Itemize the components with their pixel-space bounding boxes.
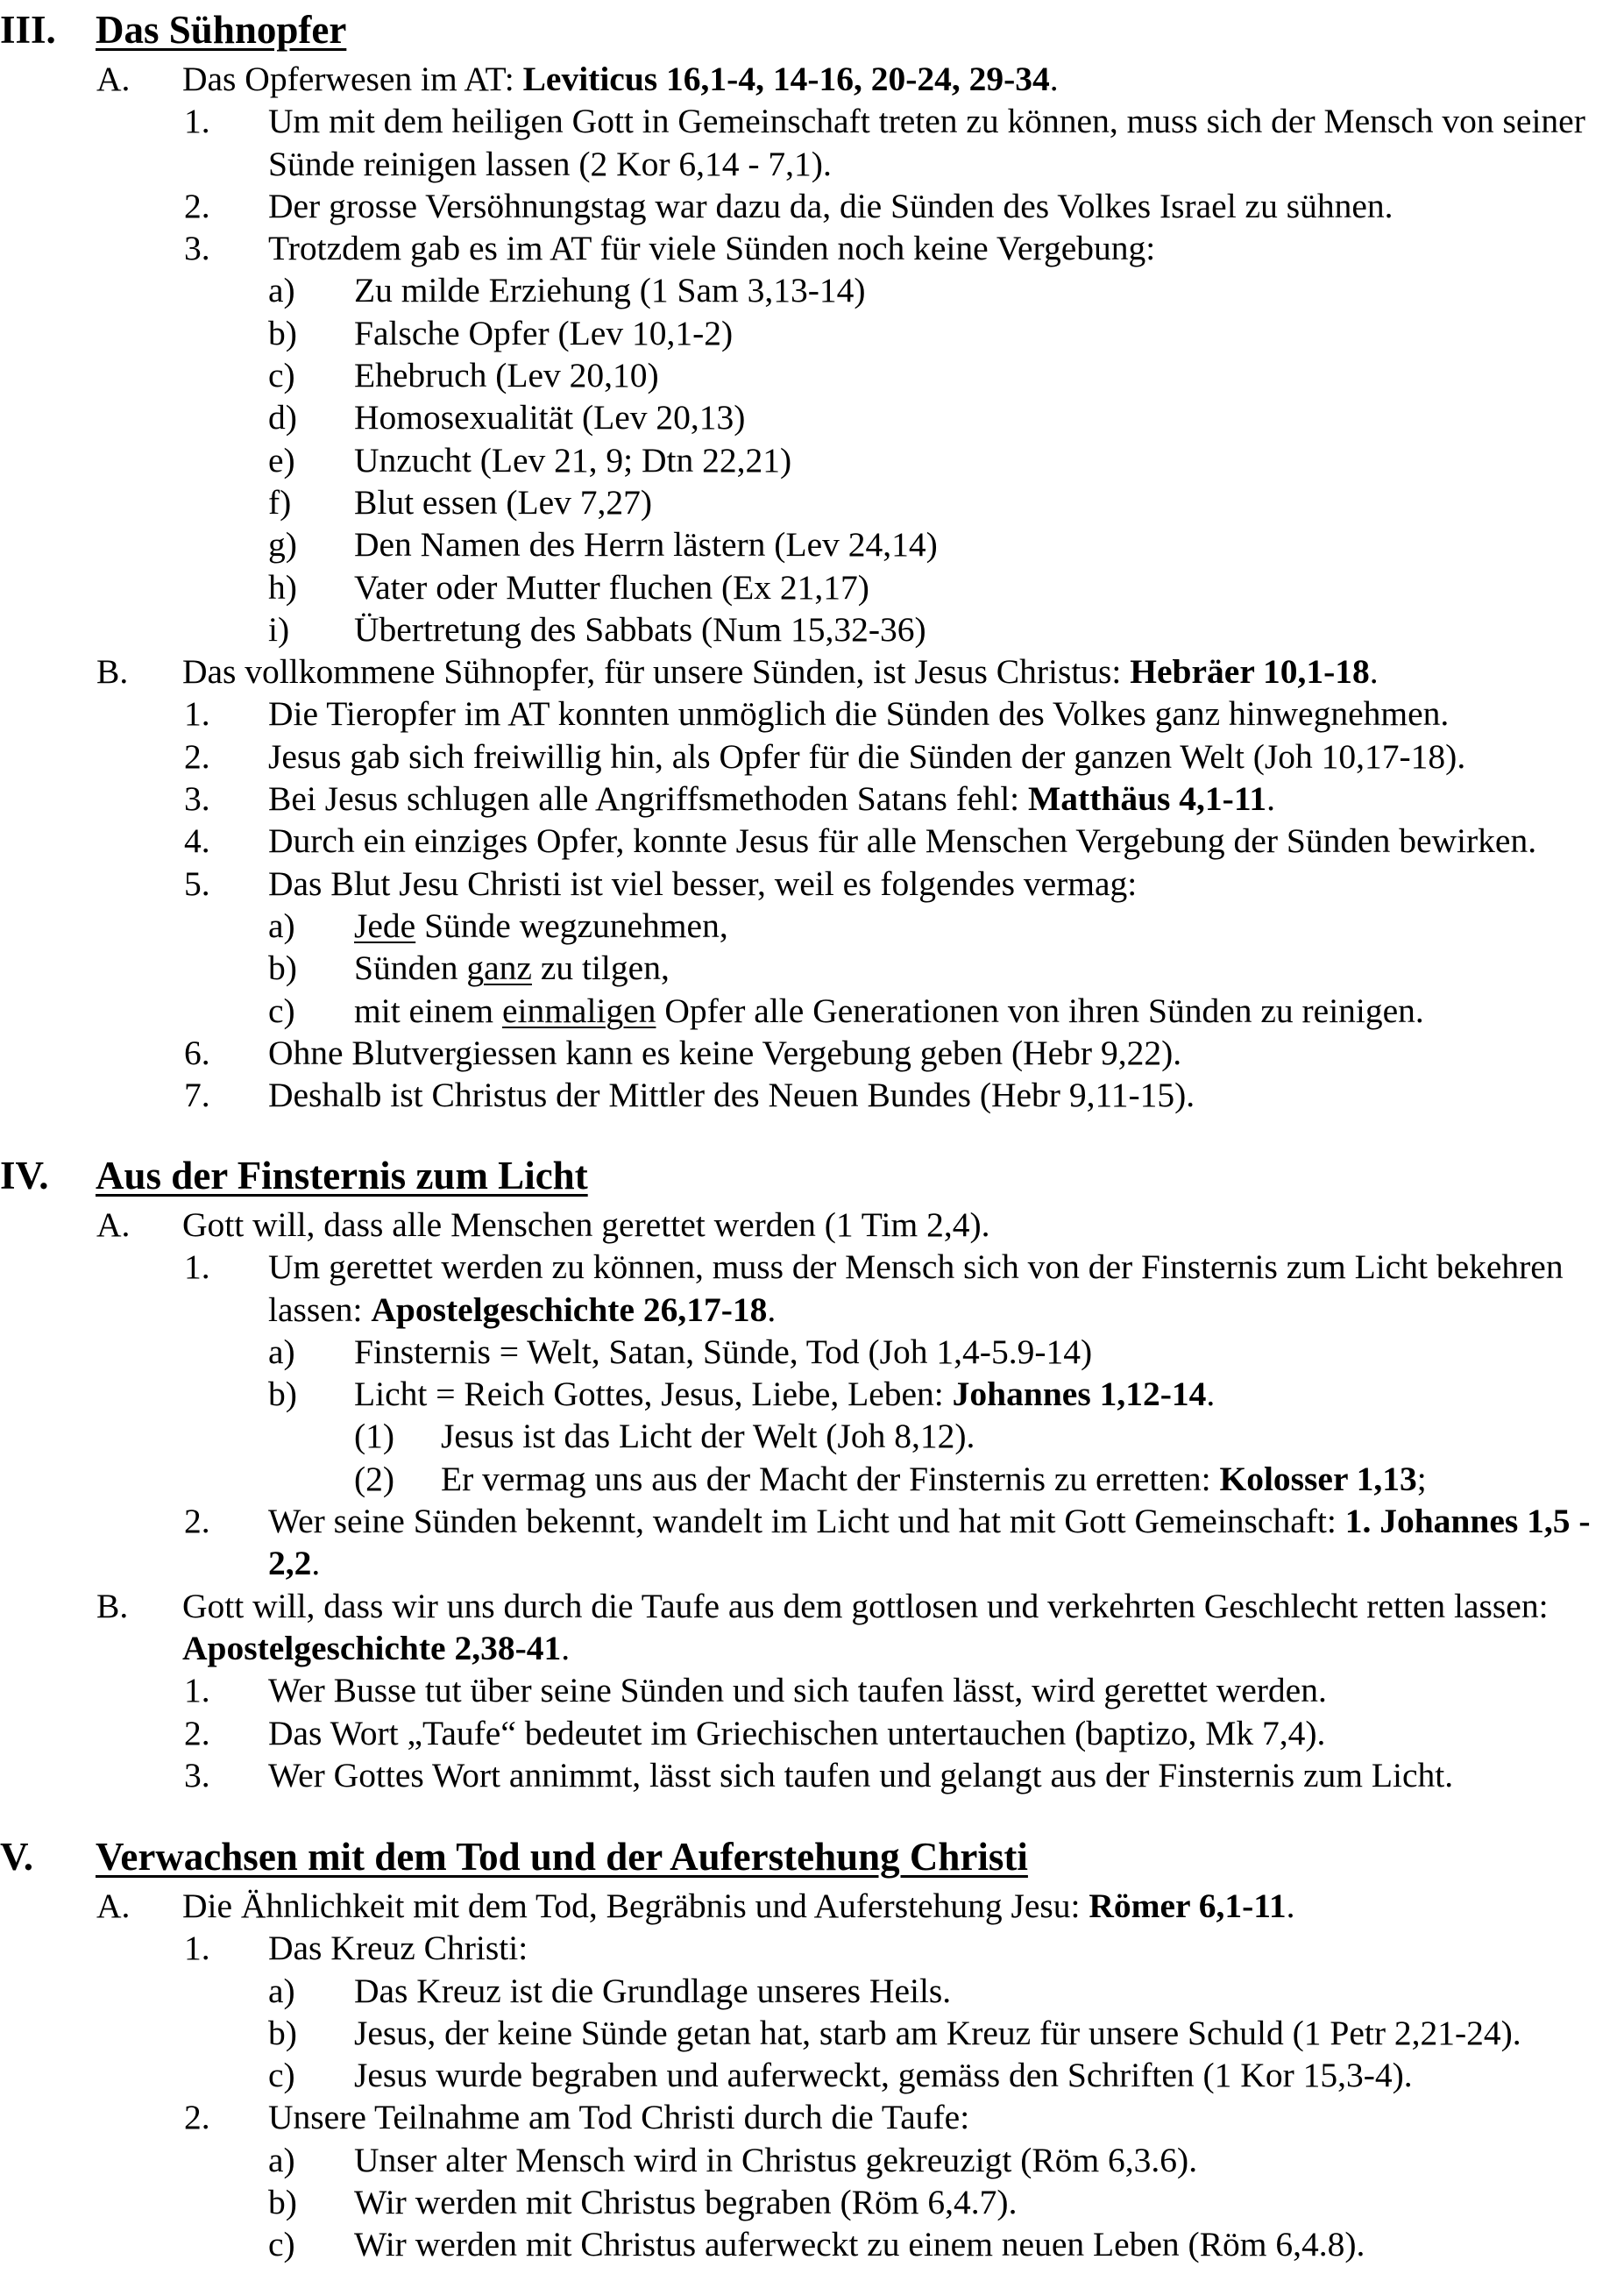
item-marker: 2. (184, 2098, 210, 2137)
item-marker: 7. (184, 1076, 210, 1115)
text-run: Falsche Opfer (Lev 10,1-2) (354, 313, 734, 352)
text-run: . (1049, 60, 1059, 98)
outline-item (0, 185, 1624, 227)
outline-item (0, 269, 1624, 311)
text-run: Er vermag uns aus der Macht der Finsternis zu erretten: (441, 1459, 1220, 1498)
item-text (354, 2139, 1616, 2181)
item-text (354, 481, 1616, 523)
outline-item (0, 1458, 1624, 1500)
text-run: Jesus wurde begraben und auferweckt, gemäss den Schriften (1 Kor 15,3-4). (354, 2056, 1413, 2095)
text-run: Um gerettet werden zu können, muss der Mensch sich von der Finsternis zum Licht bekehren lassen: (268, 1247, 1564, 1329)
section-heading (0, 7, 1624, 53)
item-text (268, 1246, 1618, 1331)
item-text (354, 947, 1616, 989)
outline-list (0, 58, 1624, 1116)
text-run: Die Ähnlichkeit mit dem Tod, Begräbnis und Auferstehung Jesu: (182, 1887, 1089, 1925)
scripture-reference: Leviticus 16,1-4, 14-16, 20-24, 29-34 (522, 60, 1050, 98)
text-run: Finsternis = Welt, Satan, Sünde, Tod (Joh 1,4-5.9-14) (354, 1332, 1093, 1371)
item-text (182, 58, 1620, 100)
outline-item (0, 1927, 1624, 1969)
section-number: IV. (0, 1154, 49, 1197)
outline-item (0, 2054, 1624, 2096)
section-title: Das Sühnopfer (96, 8, 347, 52)
item-text (268, 227, 1618, 269)
text-run: Jesus, der keine Sünde getan hat, starb am Kreuz für unsere Schuld (1 Petr 2,21-24). (354, 2013, 1521, 2052)
text-run: Vater oder Mutter fluchen (Ex 21,17) (354, 567, 869, 607)
text-run: Wir werden mit Christus auferweckt zu einem neuen Leben (Röm 6,4.8). (354, 2225, 1365, 2264)
outline-item (0, 2181, 1624, 2223)
item-text (268, 1669, 1618, 1711)
item-marker: 1. (184, 1247, 210, 1287)
text-run: Wer Gottes Wort annimmt, lässt sich taufen und gelangt aus der Finsternis zum Licht. (268, 1755, 1454, 1794)
item-marker: 4. (184, 821, 210, 861)
scripture-reference: Johannes 1,12-14 (952, 1375, 1207, 1414)
item-text (354, 608, 1616, 650)
section-number: III. (0, 8, 56, 52)
item-text (268, 778, 1618, 820)
item-text (268, 693, 1618, 735)
text-run: Unsere Teilnahme am Tod Christi durch die Taufe: (268, 2098, 970, 2137)
scripture-reference: Matthäus 4,1-11 (1028, 779, 1267, 819)
text-run: zu tilgen, (531, 949, 670, 988)
text-run: Blut essen (Lev 7,27) (354, 482, 653, 522)
item-text (354, 523, 1616, 565)
outline-item (0, 1500, 1624, 1585)
item-marker: 3. (184, 1755, 210, 1794)
outline-item (0, 1585, 1624, 1670)
item-text (182, 1204, 1620, 1246)
item-text (268, 1754, 1618, 1796)
text-run: Opfer alle Generationen von ihren Sünden zu reinigen. (656, 991, 1424, 1030)
outline-item (0, 1373, 1624, 1415)
text-run: Das Opferwesen im AT: (182, 60, 523, 98)
text-run: Ehebruch (Lev 20,10) (354, 356, 659, 395)
text-run: Licht = Reich Gottes, Jesus, Liebe, Leben: (354, 1375, 953, 1414)
item-marker: b) (268, 1375, 297, 1414)
item-text (354, 2012, 1616, 2054)
item-text (354, 2223, 1616, 2265)
item-text (354, 1373, 1616, 1415)
text-run: Deshalb ist Christus der Mittler des Neuen Bundes (Hebr 9,11-15). (268, 1076, 1195, 1115)
text-run: Übertretung des Sabbats (Num 15,32-36) (354, 609, 926, 649)
item-marker: A. (96, 1205, 131, 1244)
outline-item (0, 1885, 1624, 1927)
item-marker: 2. (184, 1502, 210, 1541)
item-marker: a) (268, 1332, 295, 1371)
text-run: Bei Jesus schlugen alle Angriffsmethoden Satans fehl: (268, 779, 1029, 819)
section-title: Aus der Finsternis zum Licht (96, 1154, 588, 1197)
item-marker: c) (268, 2225, 295, 2264)
item-marker: g) (268, 525, 297, 565)
outline-item (0, 1415, 1624, 1457)
item-text (354, 354, 1616, 396)
text-run: . (1266, 779, 1276, 819)
scripture-reference: Hebräer 10,1-18 (1130, 652, 1370, 692)
item-marker: a) (268, 2140, 295, 2179)
item-marker: B. (96, 1586, 129, 1625)
outline-item (0, 1712, 1624, 1754)
outline-item (0, 693, 1624, 735)
text-run: Der grosse Versöhnungstag war dazu da, die Sünden des Volkes Israel zu sühnen. (268, 186, 1394, 225)
outline-item (0, 566, 1624, 608)
item-marker: b) (268, 949, 297, 988)
outline-item (0, 481, 1624, 523)
item-text (354, 566, 1616, 608)
section-tod-auferstehung (0, 1834, 1624, 2264)
item-text (354, 396, 1616, 438)
item-marker: B. (96, 652, 129, 692)
scripture-reference: 1. Johannes 1,5 - 2,2 (268, 1502, 1591, 1583)
text-run: Wer Busse tut über seine Sünden und sich taufen lässt, wird gerettet werden. (268, 1671, 1327, 1710)
item-text (354, 439, 1616, 481)
text-run: Das Kreuz ist die Grundlage unseres Heils. (354, 1971, 952, 2010)
text-run: Homosexualität (Lev 20,13) (354, 398, 746, 437)
outline-item (0, 2096, 1624, 2138)
item-text (268, 185, 1618, 227)
item-text (441, 1415, 1615, 1457)
text-run: . (1369, 652, 1379, 692)
item-marker: e) (268, 440, 295, 480)
item-marker: f) (268, 482, 292, 522)
outline-item (0, 947, 1624, 989)
text-run: mit einem (354, 991, 502, 1030)
text-run: Wir werden mit Christus begraben (Röm 6,4.7). (354, 2183, 1018, 2222)
item-marker: 2. (184, 186, 210, 225)
item-marker: c) (268, 991, 295, 1030)
text-run: Unzucht (Lev 21, 9; Dtn 22,21) (354, 440, 792, 480)
text-run: Jesus gab sich freiwillig hin, als Opfer für die Sünden der ganzen Welt (Joh 10,17-18). (268, 736, 1466, 776)
outline-item (0, 778, 1624, 820)
item-text (268, 1927, 1618, 1969)
outline-item (0, 905, 1624, 947)
item-marker: c) (268, 2056, 295, 2095)
item-marker: h) (268, 567, 297, 607)
text-run: Gott will, dass wir uns durch die Taufe aus dem gottlosen und verkehrten Geschlecht retten lassen: (182, 1586, 1549, 1625)
item-text (354, 905, 1616, 947)
outline-item (0, 58, 1624, 100)
text-run: . (561, 1628, 571, 1667)
item-marker: a) (268, 906, 295, 945)
item-text (354, 269, 1616, 311)
item-text (354, 1331, 1616, 1373)
outline-item (0, 1331, 1624, 1373)
item-text (354, 1970, 1616, 2012)
text-run: Das vollkommene Sühnopfer, für unsere Sünden, ist Jesus Christus: (182, 652, 1131, 692)
outline-item (0, 1970, 1624, 2012)
scripture-reference: Apostelgeschichte 2,38-41 (182, 1628, 562, 1667)
emphasized-word: einmaligen (501, 991, 656, 1030)
item-marker: 3. (184, 779, 210, 819)
item-marker: A. (96, 1887, 131, 1925)
outline-item (0, 2012, 1624, 2054)
item-text (354, 2054, 1616, 2096)
outline-item (0, 2139, 1624, 2181)
item-text (268, 1500, 1618, 1585)
outline-item (0, 439, 1624, 481)
text-run: Den Namen des Herrn lästern (Lev 24,14) (354, 525, 938, 565)
item-text (268, 735, 1618, 778)
item-marker: 1. (184, 694, 210, 734)
item-marker: 1. (184, 1929, 210, 1968)
outline-item (0, 312, 1624, 354)
item-marker: b) (268, 313, 297, 352)
text-run: Das Blut Jesu Christi ist viel besser, weil es folgendes vermag: (268, 863, 1138, 903)
item-text (268, 2096, 1618, 2138)
item-text (354, 2181, 1616, 2223)
outline-item (0, 396, 1624, 438)
text-run: Das Wort „Taufe“ bedeutet im Griechischen untertauchen (baptizo, Mk 7,4). (268, 1713, 1326, 1752)
item-marker: i) (268, 609, 290, 649)
item-marker: 2. (184, 1713, 210, 1752)
emphasized-word: Jede (354, 906, 416, 945)
item-text (268, 1032, 1618, 1074)
item-marker: (2) (354, 1459, 395, 1498)
scripture-reference: Kolosser 1,13 (1219, 1459, 1417, 1498)
text-run: Sünden (354, 949, 467, 988)
text-run: Ohne Blutvergiessen kann es keine Vergebung geben (Hebr 9,22). (268, 1033, 1182, 1072)
outline-item (0, 990, 1624, 1032)
outline-item (0, 523, 1624, 565)
item-text (182, 1885, 1620, 1927)
item-text (268, 1074, 1618, 1116)
outline-item (0, 100, 1624, 185)
item-marker: b) (268, 2183, 297, 2222)
item-marker: 1. (184, 1671, 210, 1710)
outline-item (0, 863, 1624, 905)
item-text (268, 100, 1618, 185)
text-run: . (1286, 1887, 1295, 1925)
outline-item (0, 650, 1624, 693)
section-suehnopfer (0, 7, 1624, 1115)
emphasized-word: ganz (466, 949, 532, 988)
section-finsternis-licht (0, 1153, 1624, 1794)
outline-item (0, 2223, 1624, 2265)
outline-item (0, 1074, 1624, 1116)
outline-item (0, 735, 1624, 778)
text-run: Sünde wegzunehmen, (415, 906, 728, 945)
text-run: Das Kreuz Christi: (268, 1929, 528, 1968)
scripture-reference: Römer 6,1-11 (1089, 1887, 1287, 1925)
outline-item (0, 1669, 1624, 1711)
text-run: Wer seine Sünden bekennt, wandelt im Licht und hat mit Gott Gemeinschaft: (268, 1502, 1345, 1541)
item-marker: 5. (184, 863, 210, 903)
text-run: Jesus ist das Licht der Welt (Joh 8,12). (441, 1417, 975, 1456)
section-number: V. (0, 1835, 33, 1879)
item-marker: 1. (184, 102, 210, 141)
text-run: Um mit dem heiligen Gott in Gemeinschaft treten zu können, muss sich der Mensch von seiner Sünde reinigen lassen (2 Kor 6,14 - 7,1). (268, 102, 1585, 183)
item-text (354, 990, 1616, 1032)
item-marker: b) (268, 2013, 297, 2052)
section-heading (0, 1834, 1624, 1880)
outline-item (0, 354, 1624, 396)
item-marker: a) (268, 1971, 295, 2010)
outline-item (0, 1246, 1624, 1331)
outline-item (0, 1204, 1624, 1246)
section-title: Verwachsen mit dem Tod und der Auferstehung Christi (96, 1835, 1028, 1879)
text-run: Zu milde Erziehung (1 Sam 3,13-14) (354, 271, 866, 310)
text-run: Durch ein einziges Opfer, konnte Jesus für alle Menschen Vergebung der Sünden bewirken. (268, 821, 1537, 861)
item-marker: (1) (354, 1417, 395, 1456)
text-run: Die Tieropfer im AT konnten unmöglich die Sünden des Volkes ganz hinwegnehmen. (268, 694, 1450, 734)
item-marker: 6. (184, 1033, 210, 1072)
text-run: . (311, 1544, 321, 1583)
item-text (441, 1458, 1615, 1500)
item-text (268, 863, 1618, 905)
text-run: Unser alter Mensch wird in Christus gekreuzigt (Röm 6,3.6). (354, 2140, 1198, 2179)
item-text (268, 1712, 1618, 1754)
item-text (182, 1585, 1620, 1670)
item-marker: 2. (184, 736, 210, 776)
text-run: . (767, 1290, 777, 1329)
item-marker: A. (96, 60, 131, 98)
outline-item (0, 820, 1624, 862)
scripture-reference: Apostelgeschichte 26,17-18 (371, 1290, 768, 1329)
text-run: ; (1416, 1459, 1427, 1498)
text-run: Trotzdem gab es im AT für viele Sünden noch keine Vergebung: (268, 229, 1156, 268)
item-marker: 3. (184, 229, 210, 268)
item-marker: a) (268, 271, 295, 310)
item-marker: d) (268, 398, 297, 437)
section-heading (0, 1153, 1624, 1198)
outline-item (0, 608, 1624, 650)
item-text (268, 820, 1618, 862)
item-marker: c) (268, 356, 295, 395)
text-run: Gott will, dass alle Menschen gerettet werden (1 Tim 2,4). (182, 1205, 990, 1244)
item-text (182, 650, 1620, 693)
outline-item (0, 227, 1624, 269)
text-run: . (1206, 1375, 1216, 1414)
outline-list (0, 1885, 1624, 2266)
outline-item (0, 1754, 1624, 1796)
outline-list (0, 1204, 1624, 1796)
outline-item (0, 1032, 1624, 1074)
item-text (354, 312, 1616, 354)
